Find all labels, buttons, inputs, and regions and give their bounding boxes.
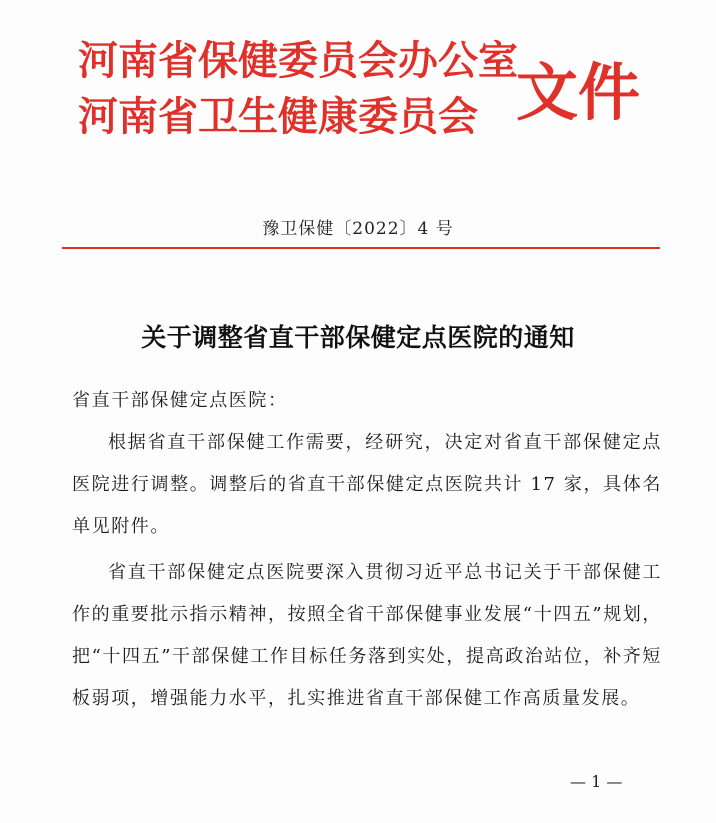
page-number: — 1 — <box>570 772 623 791</box>
issuer-line-1: 河南省保健委员会办公室 <box>78 38 518 84</box>
red-header <box>78 30 678 150</box>
document-label: 文件 <box>516 56 641 129</box>
paragraph-1: 根据省直干部保健工作需要，经研究，决定对省直干部保健定点医院进行调整。调整后的省直干部保健定点医院共计 17 家，具体名单见附件。 <box>72 432 662 537</box>
red-divider <box>62 247 660 249</box>
paragraph-2: 省直干部保健定点医院要深入贯彻习近平总书记关于干部保健工作的重要批示指示精神，按照全省干部保健事业发展“十四五”规划，把“十四五”干部保健工作目标任务落到实处，提高政治站位，补齐短板弱项，增强能力水平，扎实推进省直干部保健工作高质量发展。 <box>72 562 663 709</box>
salutation: 省直干部保健定点医院： <box>72 390 288 411</box>
issuer-line-2: 河南省卫生健康委员会 <box>78 94 478 140</box>
document-number: 豫卫保健〔2022〕4 号 <box>262 219 454 239</box>
notice-title: 关于调整省直干部保健定点医院的通知 <box>141 323 575 352</box>
